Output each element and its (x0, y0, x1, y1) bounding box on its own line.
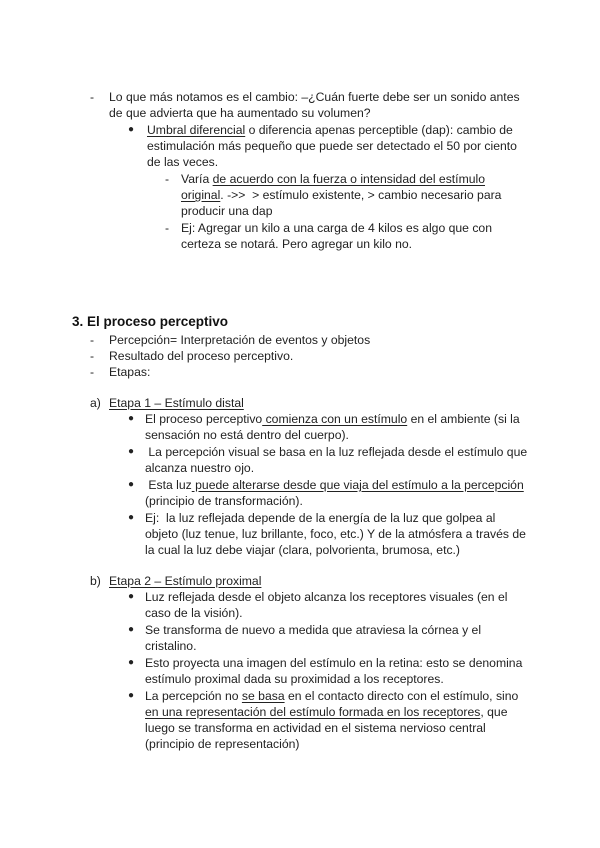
dash-bullet: - (90, 333, 95, 347)
dot-bullet: ● (128, 624, 135, 635)
paragraph-line: estímulo proximal dada su proximidad a los receptores. (145, 672, 444, 686)
dot-bullet: ● (128, 512, 135, 523)
paragraph-line: Luz reflejada desde el objeto alcanza los receptores visuales (en el (145, 590, 508, 604)
paragraph-line: producir una dap (181, 204, 273, 218)
paragraph-line: La percepción visual se basa en la luz reflejada desde el estímulo que (145, 445, 528, 459)
paragraph-line: (principio de representación) (145, 737, 300, 751)
paragraph-line: Esto proyecta una imagen del estímulo en la retina: esto se denomina (145, 656, 523, 670)
underlined-text: de acuerdo con la fuerza o intensidad del estímulo (212, 172, 485, 186)
paragraph-line (145, 688, 518, 704)
text-span: en el contacto directo con el estímulo, sino (284, 689, 519, 703)
dot-bullet: ● (128, 479, 135, 490)
paragraph-line (145, 704, 507, 720)
paragraph-line: caso de la visión). (145, 606, 243, 620)
paragraph-line: Ej: la luz reflejada depende de la energía de la luz que golpea al (145, 511, 496, 525)
list-item-varia (181, 171, 485, 187)
paragraph-line: cristalino. (145, 639, 197, 653)
list-item: Etapas: (109, 365, 151, 379)
dash-bullet: - (90, 90, 95, 104)
text-span: El proceso perceptivo (145, 412, 263, 426)
text-span: Esta luz (145, 478, 192, 492)
paragraph-line (145, 477, 524, 493)
underlined-text: puede alterarse desde que viaja del estímulo a la percepción (191, 478, 524, 492)
paragraph-line (145, 411, 520, 427)
paragraph-line (181, 187, 501, 203)
list-marker: b) (90, 574, 101, 588)
text-span: Varía (181, 172, 213, 186)
paragraph-line: Lo que más notamos es el cambio: –¿Cuán fuerte debe ser un sonido antes (109, 90, 520, 104)
underlined-text: se basa (241, 689, 285, 703)
dash-bullet: - (165, 172, 170, 186)
paragraph-line: objeto (luz tenue, luz brillante, foco, etc.) Y de la atmósfera a través de (145, 527, 526, 541)
paragraph-line: Ej: Agregar un kilo a una carga de 4 kilos es algo que con (181, 221, 492, 235)
paragraph-line: la cual la luz debe viajar (clara, polvorienta, brumosa, etc.) (145, 543, 460, 557)
paragraph-line: sensación no está dentro del cuerpo). (145, 428, 349, 442)
dash-bullet: - (90, 365, 95, 379)
paragraph-line: certeza se notará. Pero agregar un kilo no. (181, 237, 413, 251)
list-item: Percepción= Interpretación de eventos y objetos (109, 333, 371, 347)
umbral-term: Umbral diferencial (147, 123, 246, 137)
paragraph-line: de que advierta que ha aumentado su volumen? (109, 106, 371, 120)
text-span: , que (480, 705, 508, 719)
stage-1-title: Etapa 1 – Estímulo distal (109, 396, 244, 410)
text-span: . ->> > estímulo existente, > cambio necesario para (220, 188, 502, 202)
stage-2-title: Etapa 2 – Estímulo proximal (109, 574, 262, 588)
paragraph-line: luego se transforma en actividad en el sistema nervioso central (145, 721, 486, 735)
dash-bullet: - (165, 221, 170, 235)
dash-bullet: - (90, 349, 95, 363)
dot-bullet: ● (128, 690, 135, 701)
dot-bullet: ● (128, 591, 135, 602)
dot-bullet: ● (128, 413, 135, 424)
underlined-text: comienza con un estímulo (262, 412, 408, 426)
text-span: en el ambiente (si la (407, 412, 520, 426)
paragraph-line: estimulación más pequeño que puede ser detectado el 50 por ciento (147, 139, 517, 153)
dot-bullet: ● (128, 446, 135, 457)
section-heading: 3. El proceso perceptivo (72, 314, 229, 329)
text-span: o diferencia apenas perceptible (dap): cambio de (245, 123, 513, 137)
underlined-text: en una representación del estímulo formada en los receptores (145, 705, 481, 719)
list-item-umbral (147, 122, 513, 138)
list-marker: a) (90, 396, 101, 410)
paragraph-line: alcanza nuestro ojo. (145, 461, 255, 475)
underlined-text: original (181, 188, 221, 202)
dot-bullet: ● (128, 124, 135, 135)
paragraph-line: Se transforma de nuevo a medida que atraviesa la córnea y el (145, 623, 482, 637)
paragraph-line: (principio de transformación). (145, 494, 303, 508)
dot-bullet: ● (128, 657, 135, 668)
list-item: Resultado del proceso perceptivo. (109, 349, 294, 363)
text-span: La percepción no (145, 689, 242, 703)
paragraph-line: de las veces. (147, 155, 219, 169)
